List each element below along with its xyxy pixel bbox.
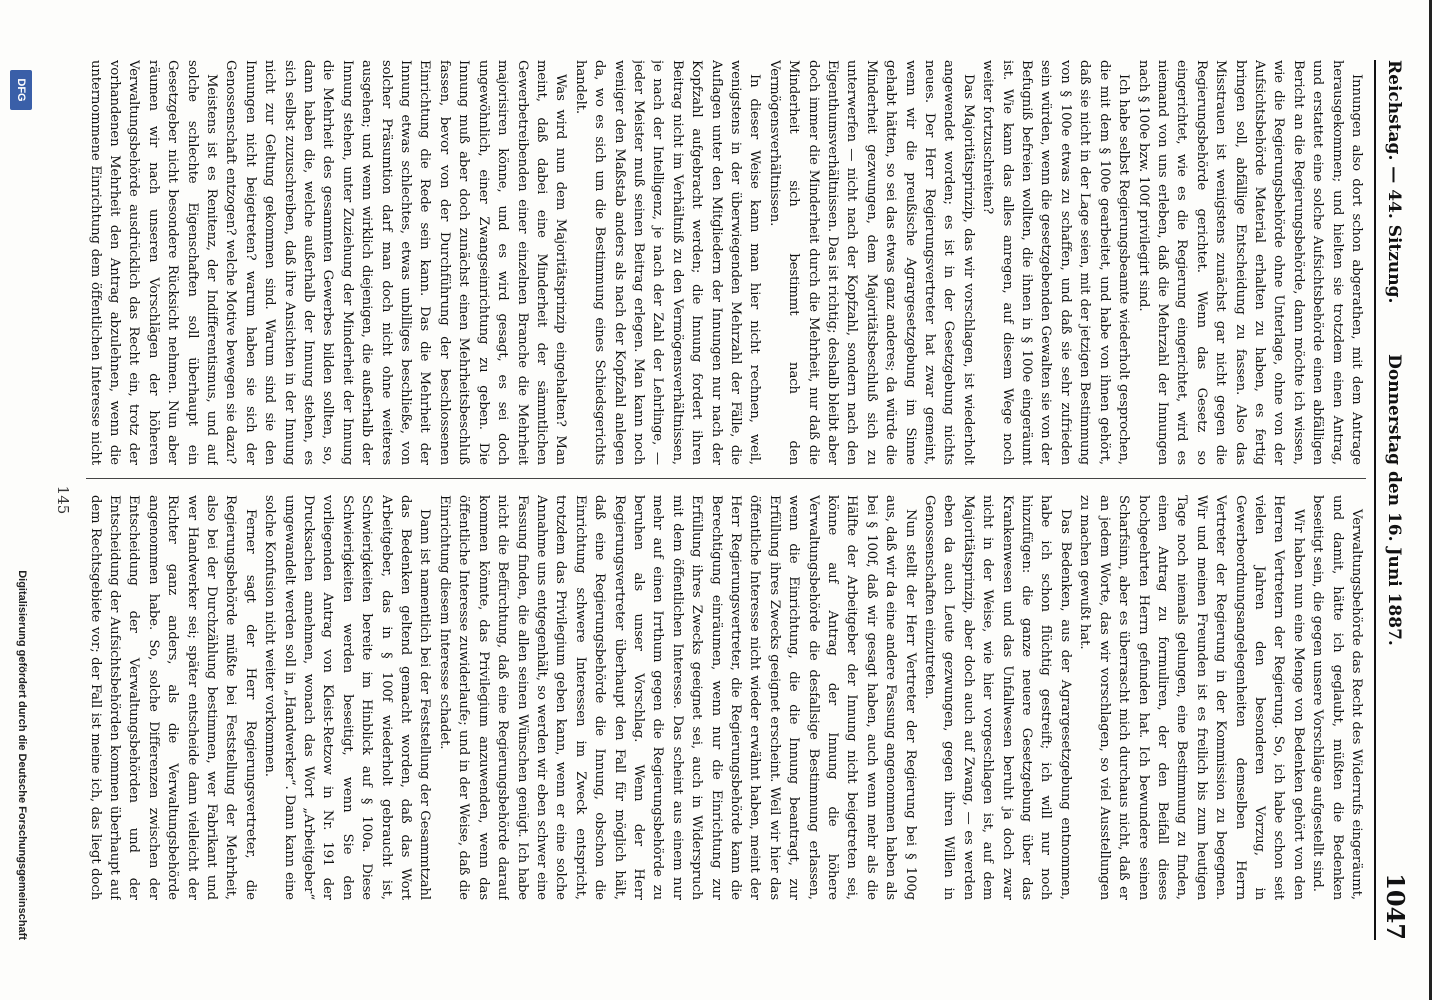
paragraph: Nun stellt der Herr Vertreter der Regierung bei § 100g aus, daß wir da eine andere Fassung angenommen haben als bei § 100f, daß wir gesagt haben, auch wenn mehr als die Hälfte der Arbeitgeber der Innung nicht beigetreten sei, könne auf Antrag der Innung die höhere Verwaltungsbehörde die desfallsige Bestimmung erlassen, wenn die Einrichtung, die die Innung beantragt, zur Erfüllung ihres Zwecks geeignet erscheint. Weil wir hier das öffentliche Interesse nicht wieder erwähnt haben, meint der Herr Regierungsvertreter, die Regierungsbehörde kann die Berechtigung einräumen, wenn nur die Einrichtung zur Erfüllung ihres Zwecks geeignet sei, auch in Widerspruch mit dem öffentlichen Interesse. Das scheint aus einem nur mehr auf einen Irrthum gegen die Regierungsbehörde zu beruhen als unser Vorschlag. Wenn der Herr Regierungsvertreter überhaupt den Fall für möglich hält, daß eine Regierungsbehörde die Innung, obschon die Einrichtung schwere Interessen im Zweck entspricht, trotzdem das Privilegium geben kann, wenn er eine solche Annahme uns entgegenhält, so werden wir eben schwer eine Fassung finden, die allen seinen Wünschen genügt. Ich habe nicht die Befürchtung, daß eine Regierungsbehörde darauf kommen könnte, das Privilegium anzuwenden, wenn das öffentliche Interesse zuwiderlaufe; und in der Weise, daß die Einrichtung diesem Interesse schadet. xyxy=(436,495,918,900)
paragraph: Das Majoritätsprinzip, das wir vorschlagen, ist wiederholt angewendet worden; es ist in der Gesetzgebung nichts neues. Der Herr Regierungsvertreter hat zwar gemeint, wenn wir die preußische Agrargesetzgebung im Sinne gehabt hätten, so sei das etwas ganz anderes; da würde die Minderheit gezwungen, dem Majoritätsbeschluß sich zu unterwerfen — nicht nach der Kopfzahl, sondern nach den Eigenthumsverhältnissen. Das ist richtig; deshalb bleibt aber doch immer die Minderheit durch die Mehrheit, nur daß die Minderheit sich bestimmt nach den Vermögensverhältnissen. xyxy=(766,60,976,465)
paragraph: Wir haben nun eine Menge von Bedenken gehört von den Herren Vertretern der Regierung. So, ich habe schon seit vielen Jahren den besonderen Vorzug, in Gewerbeordnungsangelegenheiten demselben Herrn Vertreter der Regierung in der Kommission zu begegnen. Wir und meinen Freunden ist es freilich bis zum heutigen Tage noch niemals gelungen, eine Bestimmung zu finden, einen Antrag zu formuliren, der den Beifall dieses hochgeehrten Herrn gefunden hat. Ich bewundere seinen Scharfsinn, aber es überrascht mich durchaus nicht, daß er an jedem Worte, das wir vorschlagen, so viel Ausstellungen zu machen gewußt hat. xyxy=(1077,495,1306,900)
page-number: 1047 xyxy=(1381,873,1410,940)
footer-page-mark: 145 xyxy=(54,485,72,515)
running-header xyxy=(1374,60,1414,940)
text-column-right xyxy=(86,495,1366,900)
header-session: Reichstag. — 44. Sitzung. xyxy=(1384,60,1404,304)
paragraph: Ferner sagt der Herr Regierungsvertreter, die Regierungsbehörde müßte bei Feststellung der Mehrheit, also bei der Durchzählung bestimmen, wer Fabrikant und wer Handwerker sei; später entscheide dann vielleicht der Richter ganz anders, als die Verwaltungsbehörde angenommen habe. So, solche Differenzen zwischen der Entscheidung der Verwaltungsbehörden und der Entscheidung der Aufsichtsbehörden kommen überhaupt auf dem Rechtsgebiete vor; der Fall ist meine ich, das liegt doch xyxy=(87,495,258,900)
paragraph: Verwaltungsbehörde das Recht des Widerrufs eingeräumt, und damit, hätte ich geglaubt, müßten die Bedenken beseitigt sein, die gegen unsere Vorschläge aufgestellt sind. xyxy=(1310,495,1364,900)
dfg-logo: DFG xyxy=(10,70,32,110)
paragraph: Innungen also dort schon abgerathen, mit dem Antrage herausgekommen; und hielten sie trotzdem einen Antrag, und erstattet eine solche Aufsichtsbehörde einen abfälligen Bericht an die Regierungsbehörde, dann möchte ich wissen, wie die Regierungsbehörde ohne Unterlage, ohne von der Aufsichtsbehörde Material erhalten zu haben, es fertig bringen soll, abfällige Entscheidung zu fassen. Also das Misstrauen ist wenigstens zunächst gar nicht gegen die Regierungsbehörde gerichtet. Wenn das Gesetz so eingerichtet, wie es die Regierung eingerichtet, wird es niemand von uns erleben, daß die Mehrzahl der Innungen nach § 100e bzw. 100f privilegirt sind. xyxy=(1135,60,1364,465)
paragraph: Meistens ist es Renitenz, der Indifferentismus, und auf solche schlechte Eigenschaften soll überhaupt ein Gesetzgeber nicht besondere Rücksicht nehmen. Nun aber räumen wir nach unseren Vorschlägen der höheren Verwaltungsbehörde ausdrücklich das Recht ein, trotz der vorhandenen Mehrheit den Antrag abzulehnen, wenn die unternommene Einrichtung dem öffentlichen Interesse nicht xyxy=(87,60,220,465)
digitization-strip xyxy=(0,0,40,1000)
column-divider xyxy=(86,478,1366,479)
header-date: Donnerstag den 16. Juni 1887. xyxy=(1384,354,1404,646)
header-rule xyxy=(1374,60,1376,940)
paragraph: In dieser Weise kann man hier nicht rechnen, weil, wenigstens in der überwiegenden Mehrzahl der Fälle, die Auflagen unter den Mitgliedern der Innungen nur nach der Kopfzahl aufgebracht werden; die Innung fordert ihren Beitrag nicht im Verhältniß zu den Vermögensverhältnissen, je nach der Intelligenz, je nach der Zahl der Lehrlinge, — jeder Meister muß seinen Beitrag erlegen. Man kann noch weniger den Maßstab anders als nach der Kopfzahl anlegen da, wo es sich um die Bestimmung eines Schiedsgerichts handelt. xyxy=(572,60,763,465)
text-column-left xyxy=(86,60,1366,465)
digitization-note: Digitalisierung gefördert durch die Deutsche Forschungsgemeinschaft xyxy=(16,570,28,940)
paragraph: Das Bedenken, aus der Agrargesetzgebung entnommen, habe ich schon flüchtig gestreift; ich will nur noch hinzufügen: die ganze neuere Gesetzgebung über das Krankenwesen und das Unfallwesen beruht ja doch zwar nicht in der Weise, wie hier vorgeschlagen ist, auf dem Majoritätsprinzip, aber doch auch auf Zwang, — es werden eben da auch Leute gezwungen, gegen ihren Willen in Genossenschaften einzutreten. xyxy=(922,495,1073,900)
paragraph: Ich habe selbst Regierungsbeamte wiederholt gesprochen, die mit dem § 100e gearbeitet, und habe von ihnen gehört, daß sie nicht in der Lage seien, mit der jetzigen Bestimmung von § 100e etwas zu schaffen, und daß sie sehr zufrieden sein würden, wenn die gesetzgebenden Gewalten sie von der Befugniß befreien wollten, die ihnen in § 100e eingeräumt ist. Wie kann das alles anregen, auf diesem Wege noch weiter fortzuschreiten? xyxy=(980,60,1132,465)
paragraph: Dann ist namentlich bei der Feststellung der Gesammtzahl das Bedenken geltend gemacht worden, daß das Wort Arbeitgeber, das in § 100f wiederholt gebraucht ist, Schwierigkeiten bereite im Hinblick auf § 100a. Diese Schwierigkeiten werden beseitigt, wenn Sie den vorliegenden Antrag von Kleist-Retzow in Nr. 191 der Drucksachen annehmen, wonach das Wort „Arbeitgeber“ umgewandelt werden soll in „Handwerker“. Dann kann eine solche Konfusion nicht weiter vorkommen. xyxy=(262,495,433,900)
paragraph: Was wird nun dem Majoritätsprinzip eingehalten? Man meint, daß dabei eine Minderheit der sämmtlichen Gewerbetreibenden einer einzelnen Branche die Mehrheit majorisiren könne, und es wird gesagt, es sei doch ungewöhnlich, einer Zwangseinrichtung zu geben. Die Innung muß aber doch zunächst einen Mehrheitsbeschluß fassen, bevor von der Durchführung der beschlossenen Einrichtung die Rede sein kann. Das die Mehrheit der Innung etwas schlechtes, etwas unbilliges beschließe, von solcher Präsumtion darf man doch nicht ohne weiteres ausgehen; und wenn wirklich diejenigen, die außerhalb der Innung stehen, unter Zuziehung der Minderheit der Innung die Mehrheit des gesammten Gewerbes bilden sollten, so, dann haben die, welche außerhalb der Innung stehen, es sich selbst zuzuschreiben, daß ihre Ansichten in der Innung nicht zur Geltung gekommen sind. Warum sind sie den Innungen nicht beigetreten? warum haben sie sich der Genossenschaft entzogen? welche Motive bewegen sie dazu? xyxy=(223,60,569,465)
